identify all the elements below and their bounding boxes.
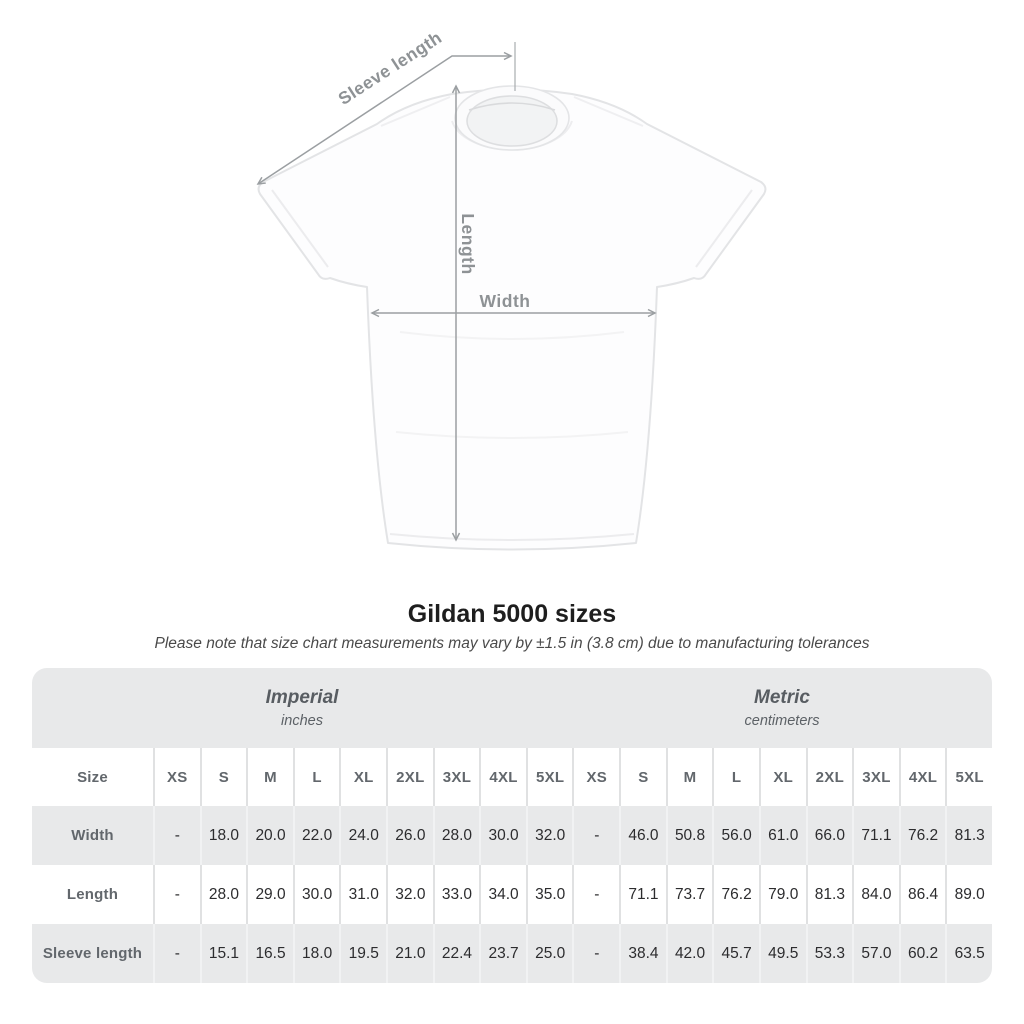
metric-value-cell: 61.0 [759, 806, 806, 865]
measurement-row [32, 806, 992, 865]
metric-value-cell: 86.4 [899, 865, 946, 924]
imperial-value-cell: 32.0 [526, 806, 573, 865]
imperial-value-cell: 35.0 [526, 865, 573, 924]
metric-section-header [572, 668, 992, 748]
size-column-header: 2XL [386, 748, 433, 806]
size-grid [32, 748, 992, 983]
size-column-header: XS [153, 748, 200, 806]
size-column-header: XL [339, 748, 386, 806]
metric-title: Metric [754, 687, 810, 708]
imperial-value-cell: 16.5 [246, 924, 293, 983]
size-column-header: 3XL [852, 748, 899, 806]
metric-value-cell: 89.0 [945, 865, 992, 924]
page-title: Gildan 5000 sizes [407, 600, 617, 628]
imperial-value-cell: 32.0 [386, 865, 433, 924]
row-label: Sleeve length [42, 945, 143, 962]
metric-value-cell: 63.5 [945, 924, 992, 983]
metric-value-cell: 53.3 [806, 924, 853, 983]
width-label: Width [479, 291, 531, 311]
imperial-value-cell: 23.7 [479, 924, 526, 983]
metric-value-cell: 79.0 [759, 865, 806, 924]
imperial-value-cell: - [153, 924, 200, 983]
imperial-value-cell: 22.0 [293, 806, 340, 865]
imperial-unit: inches [281, 713, 323, 729]
metric-value-cell: - [572, 806, 619, 865]
metric-value-cell: 73.7 [666, 865, 713, 924]
size-column-header: XS [572, 748, 619, 806]
metric-value-cell: 46.0 [619, 806, 666, 865]
page-subtitle: Please note that size chart measurements may vary by ±1.5 in (3.8 cm) due to manufacturing tolerances [154, 635, 870, 652]
size-header-row [32, 748, 992, 806]
row-label: Length [66, 886, 119, 903]
imperial-value-cell: 33.0 [433, 865, 480, 924]
imperial-value-cell: 20.0 [246, 806, 293, 865]
size-column-header: 5XL [526, 748, 573, 806]
metric-value-cell: 81.3 [806, 865, 853, 924]
metric-value-cell: 84.0 [852, 865, 899, 924]
length-label: Length [458, 213, 478, 275]
imperial-value-cell: 22.4 [433, 924, 480, 983]
imperial-value-cell: 30.0 [479, 806, 526, 865]
imperial-value-cell: - [153, 806, 200, 865]
metric-value-cell: 71.1 [852, 806, 899, 865]
metric-value-cell: - [572, 865, 619, 924]
size-column-header: L [293, 748, 340, 806]
imperial-value-cell: 21.0 [386, 924, 433, 983]
metric-value-cell: 57.0 [852, 924, 899, 983]
measurement-row [32, 865, 992, 924]
size-column-header: 4XL [899, 748, 946, 806]
size-table [32, 668, 992, 983]
imperial-value-cell: 15.1 [200, 924, 247, 983]
imperial-value-cell: 26.0 [386, 806, 433, 865]
caption [0, 599, 1024, 653]
imperial-title: Imperial [265, 687, 339, 708]
metric-value-cell: 76.2 [712, 865, 759, 924]
imperial-value-cell: 19.5 [339, 924, 386, 983]
metric-value-cell: 76.2 [899, 806, 946, 865]
row-label: Width [71, 827, 114, 844]
metric-value-cell: 38.4 [619, 924, 666, 983]
tshirt-shape [259, 86, 766, 550]
imperial-value-cell: 30.0 [293, 865, 340, 924]
size-column-header: L [712, 748, 759, 806]
imperial-value-cell: 18.0 [200, 806, 247, 865]
size-column-header: M [666, 748, 713, 806]
metric-value-cell: 81.3 [945, 806, 992, 865]
metric-value-cell: 45.7 [712, 924, 759, 983]
size-column-header: XL [759, 748, 806, 806]
imperial-value-cell: 28.0 [200, 865, 247, 924]
imperial-value-cell: 18.0 [293, 924, 340, 983]
imperial-value-cell: 31.0 [339, 865, 386, 924]
size-column-header: M [246, 748, 293, 806]
size-column-header: 4XL [479, 748, 526, 806]
metric-value-cell: 50.8 [666, 806, 713, 865]
metric-value-cell: - [572, 924, 619, 983]
metric-value-cell: 60.2 [899, 924, 946, 983]
imperial-value-cell: - [153, 865, 200, 924]
unit-header-band [32, 668, 992, 748]
imperial-value-cell: 34.0 [479, 865, 526, 924]
metric-value-cell: 56.0 [712, 806, 759, 865]
metric-value-cell: 71.1 [619, 865, 666, 924]
imperial-value-cell: 24.0 [339, 806, 386, 865]
size-column-header: 3XL [433, 748, 480, 806]
imperial-value-cell: 28.0 [433, 806, 480, 865]
metric-value-cell: 66.0 [806, 806, 853, 865]
size-column-header: 2XL [806, 748, 853, 806]
metric-unit: centimeters [744, 713, 820, 729]
corner-header: Size [77, 768, 108, 786]
imperial-value-cell: 29.0 [246, 865, 293, 924]
metric-value-cell: 42.0 [666, 924, 713, 983]
imperial-section-header [32, 668, 572, 748]
size-column-header: S [200, 748, 247, 806]
size-column-header: 5XL [945, 748, 992, 806]
sleeve-length-label: Sleeve length [334, 27, 446, 109]
measurement-row [32, 924, 992, 983]
metric-value-cell: 49.5 [759, 924, 806, 983]
imperial-value-cell: 25.0 [526, 924, 573, 983]
size-column-header: S [619, 748, 666, 806]
